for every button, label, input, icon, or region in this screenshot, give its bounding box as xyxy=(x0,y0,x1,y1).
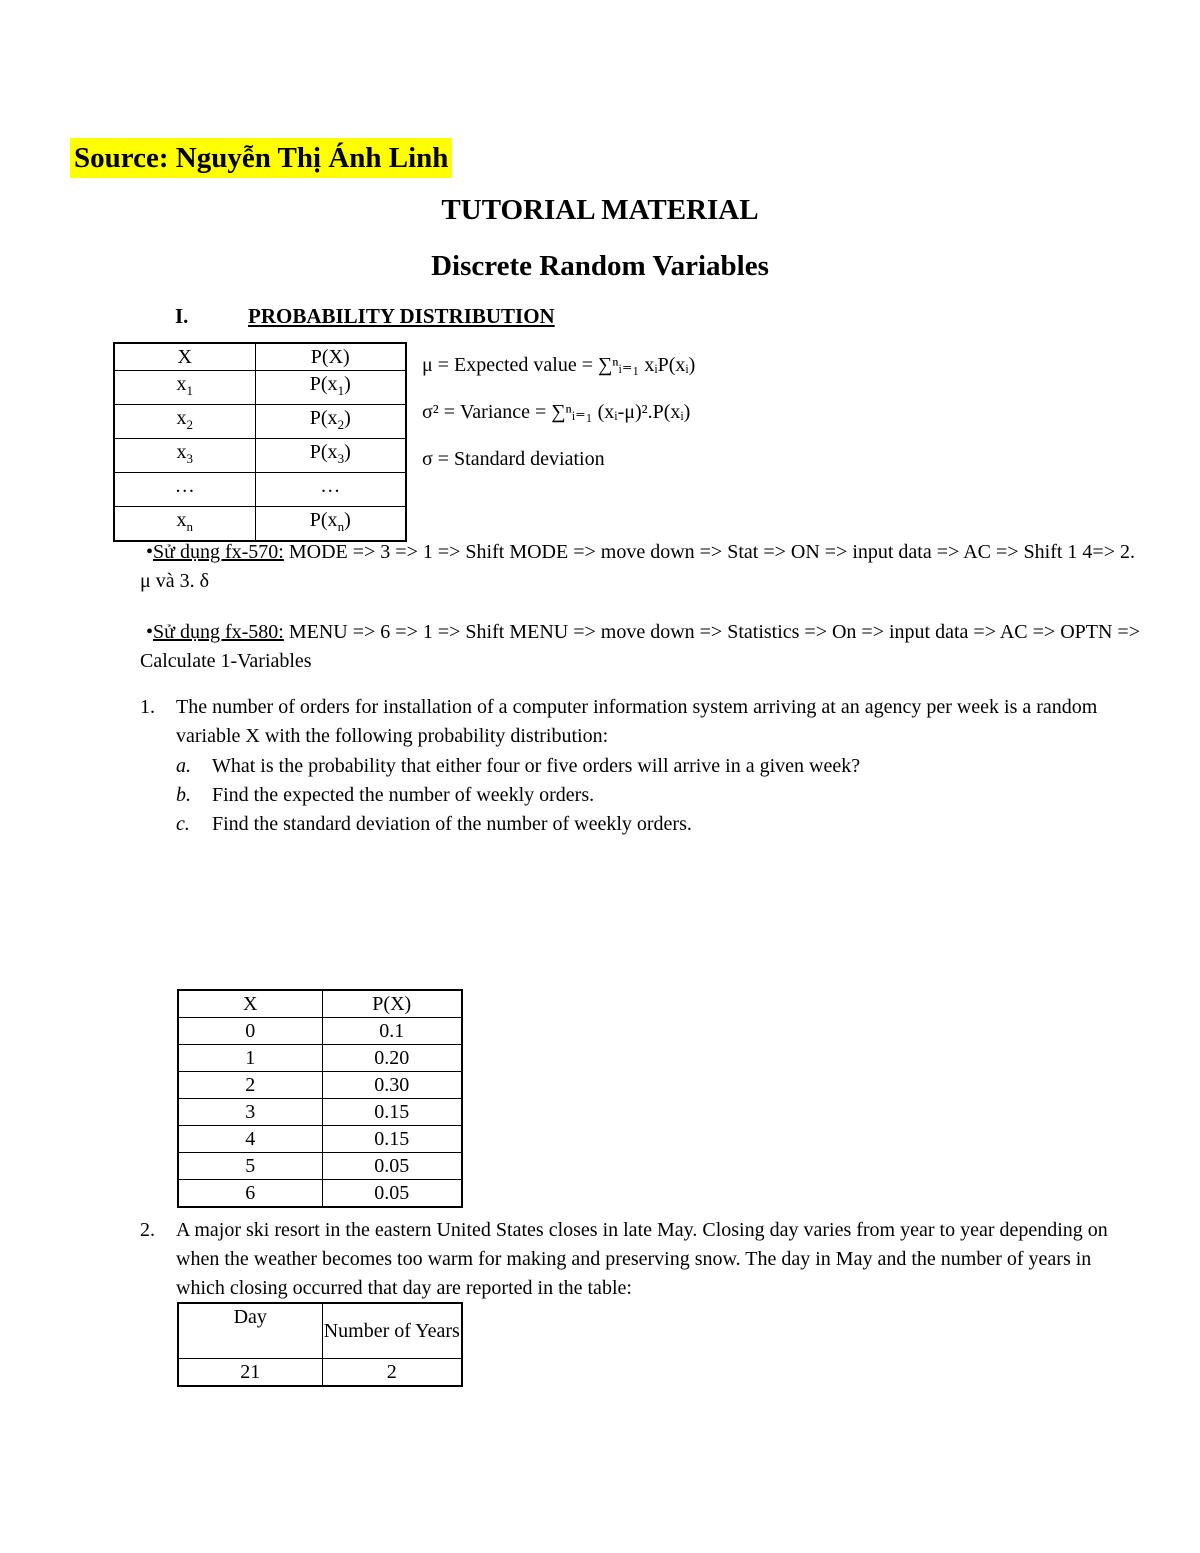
question-text: A major ski resort in the eastern United States closes in late May. Closing day varies from year to year depending on when the weather becomes too warm for making and preserving snow. The day in May and the number of years in which closing occurred that day are reported in the table: xyxy=(176,1219,1108,1299)
table-cell: 4 xyxy=(178,1126,322,1153)
header-cell: Day xyxy=(178,1303,322,1359)
table-cell: 1 xyxy=(178,1045,322,1072)
table-row xyxy=(178,1126,462,1153)
table-row xyxy=(178,1045,462,1072)
calc-570-label: Sử dụng fx-570: xyxy=(153,541,284,563)
distribution-table xyxy=(113,342,407,542)
question-number: 2. xyxy=(140,1219,155,1241)
table-cell: 21 xyxy=(178,1359,322,1387)
question-part: c. Find the standard deviation of the number of weekly orders. xyxy=(176,813,692,835)
question-1 xyxy=(0,693,1200,753)
bullet-icon: • xyxy=(146,621,154,643)
header-cell: P(X) xyxy=(255,343,406,371)
table-cell: 0.05 xyxy=(322,1180,462,1208)
header-cell: X xyxy=(178,990,322,1018)
table-cell: 0.15 xyxy=(322,1126,462,1153)
table-row xyxy=(178,1180,462,1208)
closing-day-table xyxy=(177,1302,463,1387)
table-cell: $P(x_3)$ xyxy=(255,439,406,473)
table-row xyxy=(114,439,406,473)
header-cell: P(X) xyxy=(322,990,462,1018)
section-heading xyxy=(0,304,1200,334)
table-header-row xyxy=(114,343,406,371)
table-cell: $x_1$ xyxy=(114,371,255,405)
table-row xyxy=(178,1018,462,1045)
table-cell: $x_2$ xyxy=(114,405,255,439)
table-cell: 6 xyxy=(178,1180,322,1208)
variance-formula: σ² = Variance = ∑ⁿᵢ₌₁ (xᵢ-μ)².P(xᵢ) xyxy=(422,401,691,423)
table-cell: … xyxy=(255,473,406,507)
table-cell: 0.20 xyxy=(322,1045,462,1072)
header-cell: Number of Years xyxy=(322,1303,462,1359)
section-number: I. xyxy=(175,304,189,328)
table-row xyxy=(178,1099,462,1126)
question-part: a. What is the probability that either four or five orders will arrive in a given week? xyxy=(176,755,861,777)
table-row xyxy=(114,405,406,439)
table-row xyxy=(178,1153,462,1180)
table-header-row xyxy=(178,1303,462,1359)
question-part: b. Find the expected the number of weekly orders. xyxy=(176,784,595,806)
table-cell: 0.05 xyxy=(322,1153,462,1180)
section-label: PROBABILITY DISTRIBUTION xyxy=(248,304,555,328)
table-cell: $x_n$ xyxy=(114,507,255,542)
table-cell: 2 xyxy=(322,1359,462,1387)
calc-570-instructions xyxy=(140,538,1140,596)
table-cell: 5 xyxy=(178,1153,322,1180)
question-number: 1. xyxy=(140,696,155,718)
table-row xyxy=(114,473,406,507)
calc-580-label: Sử dụng fx-580: xyxy=(153,621,284,643)
question-2 xyxy=(0,1216,1200,1306)
table-cell: 0.30 xyxy=(322,1072,462,1099)
table-cell: $P(x_2)$ xyxy=(255,405,406,439)
table-cell: $P(x_n)$ xyxy=(255,507,406,542)
table-cell: 0.15 xyxy=(322,1099,462,1126)
header-cell: X xyxy=(114,343,255,371)
bullet-icon: • xyxy=(146,541,154,563)
table-row xyxy=(114,371,406,405)
orders-table xyxy=(177,989,463,1208)
table-cell: 0 xyxy=(178,1018,322,1045)
table-cell: $x_3$ xyxy=(114,439,255,473)
page-title: TUTORIAL MATERIAL xyxy=(441,194,759,226)
std-deviation-formula: σ = Standard deviation xyxy=(422,448,605,470)
page-subtitle: Discrete Random Variables xyxy=(431,250,769,282)
calc-570-text: MODE => 3 => 1 => Shift MODE => move down => Stat => ON => input data => AC => Shift 1 4=> 2. μ và 3. δ xyxy=(140,541,1135,592)
calc-580-instructions xyxy=(140,618,1140,676)
table-row xyxy=(114,507,406,542)
table-cell: 3 xyxy=(178,1099,322,1126)
calc-580-text: MENU => 6 => 1 => Shift MENU => move down => Statistics => On => input data => AC => OPTN => Calculate 1-Variables xyxy=(140,621,1140,672)
table-cell: 0.1 xyxy=(322,1018,462,1045)
table-header-row xyxy=(178,990,462,1018)
question-text: The number of orders for installation of a computer information system arriving at an agency per week is a random variable X with the following probability distribution: xyxy=(176,696,1098,747)
table-row xyxy=(178,1072,462,1099)
table-row xyxy=(178,1359,462,1387)
table-cell: $P(x_1)$ xyxy=(255,371,406,405)
expected-value-formula: μ = Expected value = ∑ⁿᵢ₌₁ xᵢP(xᵢ) xyxy=(422,354,696,376)
table-cell: 2 xyxy=(178,1072,322,1099)
source-highlight: Source: Nguyễn Thị Ánh Linh xyxy=(70,138,452,178)
table-cell: … xyxy=(114,473,255,507)
